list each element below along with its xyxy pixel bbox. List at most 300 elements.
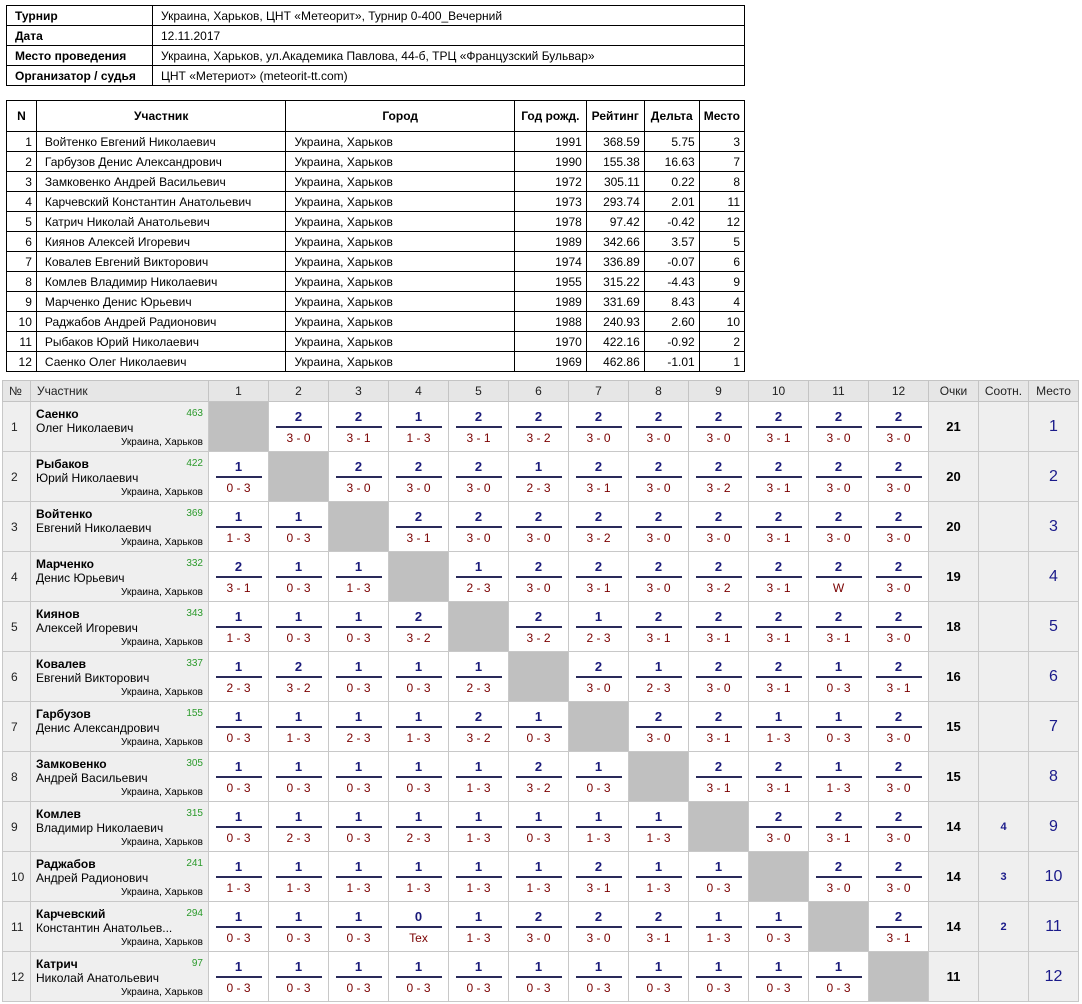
match-score: 3 - 1 (646, 930, 671, 945)
match-points: 2 (834, 808, 843, 824)
match-result (689, 952, 749, 1002)
match-points: 2 (414, 508, 423, 524)
result-divider (456, 526, 502, 528)
match-points: 2 (894, 858, 903, 874)
table-row (7, 332, 745, 352)
player-first-name: Евгений Викторович (36, 671, 150, 685)
result-divider (216, 726, 262, 728)
match-points: 2 (834, 608, 843, 624)
participant-city: Украина, Харьков (286, 332, 514, 352)
column-header: Дельта (644, 101, 699, 132)
result-divider (396, 776, 442, 778)
player-first-name: Алексей Игоревич (36, 621, 138, 635)
match-result (269, 952, 329, 1002)
table-row (7, 312, 745, 332)
match-points: 1 (234, 508, 243, 524)
match-score: 0 - 3 (466, 980, 491, 995)
result-divider (396, 876, 442, 878)
match-result (449, 902, 509, 952)
match-score: 3 - 2 (706, 480, 731, 495)
column-header: Город (286, 101, 514, 132)
result-divider (276, 826, 322, 828)
header-opponent-11: 11 (809, 381, 869, 402)
match-result (209, 902, 269, 952)
rating-delta: 2.01 (644, 192, 699, 212)
match-points: 2 (594, 858, 603, 874)
crosstable (2, 380, 1079, 1002)
match-score: 3 - 0 (706, 530, 731, 545)
result-divider (816, 626, 862, 628)
player-cell (31, 802, 209, 852)
match-score: 0 - 3 (766, 980, 791, 995)
match-result (569, 902, 629, 952)
result-divider (576, 976, 622, 978)
match-score: 3 - 1 (766, 680, 791, 695)
participant-city: Украина, Харьков (286, 232, 514, 252)
player-cell (31, 752, 209, 802)
header-opponent-10: 10 (749, 381, 809, 402)
match-points: 2 (714, 458, 723, 474)
participant-city: Украина, Харьков (286, 212, 514, 232)
place-value: 2 (1029, 452, 1079, 502)
match-score: 3 - 1 (586, 580, 611, 595)
match-points: 2 (654, 508, 663, 524)
match-points: 1 (414, 858, 423, 874)
match-score: 1 - 3 (646, 880, 671, 895)
match-score: 3 - 0 (886, 780, 911, 795)
match-score: 0 - 3 (706, 880, 731, 895)
player-rating: 422 (186, 458, 203, 469)
info-row (7, 6, 745, 26)
player-first-name: Константин Анатольев... (36, 921, 173, 935)
result-divider (216, 476, 262, 478)
result-divider (336, 626, 382, 628)
match-points: 1 (774, 908, 783, 924)
result-divider (456, 826, 502, 828)
player-cell (31, 652, 209, 702)
match-score: 0 - 3 (226, 480, 251, 495)
match-score: 0 - 3 (346, 980, 371, 995)
match-result (449, 402, 509, 452)
match-score: 0 - 3 (346, 930, 371, 945)
match-score: 3 - 0 (526, 580, 551, 595)
match-result (749, 952, 809, 1002)
result-divider (456, 726, 502, 728)
final-place: 2 (699, 332, 744, 352)
place-value: 8 (1029, 752, 1079, 802)
row-number: 4 (3, 552, 31, 602)
match-score: 3 - 1 (586, 480, 611, 495)
birth-year: 1989 (514, 292, 586, 312)
result-divider (876, 926, 922, 928)
place-value: 11 (1029, 902, 1079, 952)
match-points: 1 (414, 958, 423, 974)
match-points: 2 (894, 758, 903, 774)
match-score: 2 - 3 (586, 630, 611, 645)
match-points: 2 (894, 608, 903, 624)
player-cell (31, 902, 209, 952)
match-score: 0 - 3 (226, 980, 251, 995)
match-points: 1 (654, 958, 663, 974)
match-points: 1 (294, 608, 303, 624)
player-last-name: Замковенко (36, 757, 107, 771)
match-result (569, 502, 629, 552)
result-divider (216, 576, 262, 578)
match-result (329, 652, 389, 702)
match-result (389, 802, 449, 852)
match-result (209, 952, 269, 1002)
match-score: 2 - 3 (466, 680, 491, 695)
match-result (269, 652, 329, 702)
player-cell (31, 402, 209, 452)
result-divider (276, 926, 322, 928)
result-divider (456, 776, 502, 778)
match-score: 1 - 3 (466, 930, 491, 945)
player-city: Украина, Харьков (121, 487, 203, 498)
match-result (209, 752, 269, 802)
match-points: 1 (834, 708, 843, 724)
match-result (209, 652, 269, 702)
rating: 315.22 (586, 272, 644, 292)
result-divider (336, 776, 382, 778)
participant-number: 2 (7, 152, 37, 172)
match-points: 1 (834, 658, 843, 674)
match-result (809, 552, 869, 602)
match-points: 2 (714, 508, 723, 524)
match-result (749, 752, 809, 802)
final-place: 5 (699, 232, 744, 252)
birth-year: 1991 (514, 132, 586, 152)
match-points: 2 (534, 908, 543, 924)
result-divider (816, 526, 862, 528)
result-divider (216, 976, 262, 978)
row-number: 5 (3, 602, 31, 652)
match-score: 3 - 2 (286, 680, 311, 695)
match-score: 3 - 0 (466, 530, 491, 545)
participant-city: Украина, Харьков (286, 352, 514, 372)
match-points: 1 (354, 908, 363, 924)
match-score: 3 - 0 (586, 430, 611, 445)
result-divider (816, 476, 862, 478)
match-result (569, 752, 629, 802)
result-divider (336, 576, 382, 578)
player-first-name: Андрей Васильевич (36, 771, 148, 785)
match-result (449, 452, 509, 502)
row-number: 1 (3, 402, 31, 452)
match-points: 1 (774, 958, 783, 974)
result-divider (516, 876, 562, 878)
header-opponent-9: 9 (689, 381, 749, 402)
match-points: 2 (714, 558, 723, 574)
crosstable-row (3, 752, 1079, 802)
match-points: 2 (774, 808, 783, 824)
match-result (209, 852, 269, 902)
info-row (7, 46, 745, 66)
match-points: 2 (714, 658, 723, 674)
result-divider (516, 476, 562, 478)
header-place: Место (1029, 381, 1079, 402)
match-score: 0 - 3 (526, 980, 551, 995)
result-divider (516, 776, 562, 778)
self-cell (809, 902, 869, 952)
total-points: 20 (929, 452, 979, 502)
match-result (869, 452, 929, 502)
column-header: Место (699, 101, 744, 132)
result-divider (636, 476, 682, 478)
participant-number: 9 (7, 292, 37, 312)
match-points: 1 (294, 508, 303, 524)
row-number: 10 (3, 852, 31, 902)
birth-year: 1988 (514, 312, 586, 332)
match-score: 0 - 3 (286, 780, 311, 795)
result-divider (396, 826, 442, 828)
match-points: 2 (894, 508, 903, 524)
table-row (7, 212, 745, 232)
match-points: 1 (234, 658, 243, 674)
total-points: 14 (929, 852, 979, 902)
info-key: Организатор / судья (7, 66, 153, 86)
match-score: 1 - 3 (466, 830, 491, 845)
table-row (7, 292, 745, 312)
result-divider (336, 676, 382, 678)
rating-delta: -4.43 (644, 272, 699, 292)
match-points: 1 (654, 808, 663, 824)
match-score: 3 - 1 (406, 530, 431, 545)
result-divider (696, 676, 742, 678)
rating-delta: 3.57 (644, 232, 699, 252)
birth-year: 1970 (514, 332, 586, 352)
match-score: 1 - 3 (226, 880, 251, 895)
match-score: 3 - 2 (466, 730, 491, 745)
match-result (629, 702, 689, 752)
player-cell (31, 552, 209, 602)
player-city: Украина, Харьков (121, 437, 203, 448)
rating-delta: 0.22 (644, 172, 699, 192)
row-number: 7 (3, 702, 31, 752)
rating: 97.42 (586, 212, 644, 232)
result-divider (456, 576, 502, 578)
match-points: 1 (234, 458, 243, 474)
match-score: 2 - 3 (286, 830, 311, 845)
player-city: Украина, Харьков (121, 637, 203, 648)
match-result (329, 752, 389, 802)
match-points: 2 (894, 408, 903, 424)
match-result (509, 502, 569, 552)
final-place: 9 (699, 272, 744, 292)
result-divider (636, 976, 682, 978)
result-divider (696, 526, 742, 528)
place-value: 5 (1029, 602, 1079, 652)
match-points: 1 (714, 958, 723, 974)
match-score: 0 - 3 (286, 530, 311, 545)
match-points: 1 (834, 958, 843, 974)
match-points: 2 (474, 458, 483, 474)
rating: 368.59 (586, 132, 644, 152)
match-score: 3 - 1 (886, 930, 911, 945)
match-result (569, 852, 629, 902)
match-points: 1 (414, 408, 423, 424)
match-result (449, 802, 509, 852)
result-divider (216, 826, 262, 828)
header-opponent-2: 2 (269, 381, 329, 402)
result-divider (636, 576, 682, 578)
match-result (449, 852, 509, 902)
info-row (7, 66, 745, 86)
table-row (7, 172, 745, 192)
final-place: 1 (699, 352, 744, 372)
match-points: 2 (834, 858, 843, 874)
table-row (7, 192, 745, 212)
match-score: 1 - 3 (286, 730, 311, 745)
match-points: 1 (234, 808, 243, 824)
tournament-info-table (6, 5, 745, 86)
participant-name: Ковалев Евгений Викторович (36, 252, 286, 272)
match-points: 2 (534, 558, 543, 574)
match-points: 2 (594, 508, 603, 524)
result-divider (576, 676, 622, 678)
player-city: Украина, Харьков (121, 987, 203, 998)
match-points: 2 (474, 408, 483, 424)
result-divider (456, 476, 502, 478)
result-divider (576, 876, 622, 878)
final-place: 8 (699, 172, 744, 192)
match-points: 1 (594, 608, 603, 624)
result-divider (576, 926, 622, 928)
match-points: 2 (594, 458, 603, 474)
match-result (329, 802, 389, 852)
match-result (869, 602, 929, 652)
match-points: 2 (594, 908, 603, 924)
result-divider (636, 926, 682, 928)
participant-city: Украина, Харьков (286, 132, 514, 152)
player-first-name: Владимир Николаевич (36, 821, 164, 835)
table-row (7, 352, 745, 372)
match-result (689, 602, 749, 652)
player-first-name: Николай Анатольевич (36, 971, 159, 985)
row-number: 9 (3, 802, 31, 852)
result-divider (876, 626, 922, 628)
match-score: 3 - 0 (406, 480, 431, 495)
match-result (209, 602, 269, 652)
result-divider (816, 726, 862, 728)
match-score: 3 - 1 (706, 780, 731, 795)
match-points: 1 (414, 708, 423, 724)
match-score: 3 - 0 (646, 530, 671, 545)
match-points: 1 (474, 558, 483, 574)
result-divider (696, 776, 742, 778)
match-score: 3 - 1 (766, 780, 791, 795)
result-divider (396, 426, 442, 428)
match-result (869, 552, 929, 602)
match-score: 3 - 2 (526, 430, 551, 445)
result-divider (576, 776, 622, 778)
match-points: 2 (774, 458, 783, 474)
match-points: 1 (354, 758, 363, 774)
match-result (869, 852, 929, 902)
match-score: 3 - 1 (886, 680, 911, 695)
rating-delta: -0.42 (644, 212, 699, 232)
rating: 422.16 (586, 332, 644, 352)
match-points: 1 (354, 958, 363, 974)
match-points: 2 (234, 558, 243, 574)
match-points: 2 (774, 608, 783, 624)
match-result (689, 652, 749, 702)
final-place: 6 (699, 252, 744, 272)
result-divider (396, 726, 442, 728)
crosstable-row (3, 652, 1079, 702)
match-score: 3 - 0 (886, 630, 911, 645)
match-result (389, 752, 449, 802)
match-score: 0 - 3 (826, 980, 851, 995)
place-value: 10 (1029, 852, 1079, 902)
player-city: Украина, Харьков (121, 787, 203, 798)
match-score: 3 - 0 (586, 680, 611, 695)
match-score: 3 - 1 (766, 480, 791, 495)
match-result (209, 452, 269, 502)
match-result (809, 952, 869, 1002)
result-divider (276, 876, 322, 878)
match-score: 1 - 3 (406, 880, 431, 895)
match-points: 1 (474, 758, 483, 774)
match-score: 3 - 1 (226, 580, 251, 595)
match-points: 2 (594, 658, 603, 674)
result-divider (516, 526, 562, 528)
match-result (329, 952, 389, 1002)
ratio-value (979, 602, 1029, 652)
result-divider (636, 426, 682, 428)
match-points: 2 (714, 608, 723, 624)
match-score: 1 - 3 (586, 830, 611, 845)
player-city: Украина, Харьков (121, 837, 203, 848)
ratio-value (979, 402, 1029, 452)
player-cell (31, 602, 209, 652)
match-score: 3 - 1 (346, 430, 371, 445)
participant-name: Замковенко Андрей Васильевич (36, 172, 286, 192)
match-result (269, 902, 329, 952)
player-last-name: Саенко (36, 407, 79, 421)
match-score: 2 - 3 (646, 680, 671, 695)
result-divider (876, 576, 922, 578)
match-points: 2 (474, 508, 483, 524)
result-divider (516, 576, 562, 578)
ratio-value: 4 (979, 802, 1029, 852)
result-divider (216, 876, 262, 878)
match-score: 0 - 3 (646, 980, 671, 995)
header-ratio: Соотн. (979, 381, 1029, 402)
result-divider (216, 676, 262, 678)
match-result (329, 452, 389, 502)
player-rating: 337 (186, 658, 203, 669)
match-score: 1 - 3 (766, 730, 791, 745)
match-score: 3 - 0 (886, 830, 911, 845)
player-city: Украина, Харьков (121, 587, 203, 598)
result-divider (216, 926, 262, 928)
match-points: 2 (654, 908, 663, 924)
participant-number: 10 (7, 312, 37, 332)
row-number: 11 (3, 902, 31, 952)
rating: 462.86 (586, 352, 644, 372)
match-score: 1 - 3 (706, 930, 731, 945)
match-points: 1 (354, 808, 363, 824)
result-divider (216, 526, 262, 528)
match-result (209, 802, 269, 852)
match-result (809, 752, 869, 802)
participant-city: Украина, Харьков (286, 312, 514, 332)
self-cell (449, 602, 509, 652)
result-divider (876, 476, 922, 478)
result-divider (876, 776, 922, 778)
ratio-value (979, 702, 1029, 752)
